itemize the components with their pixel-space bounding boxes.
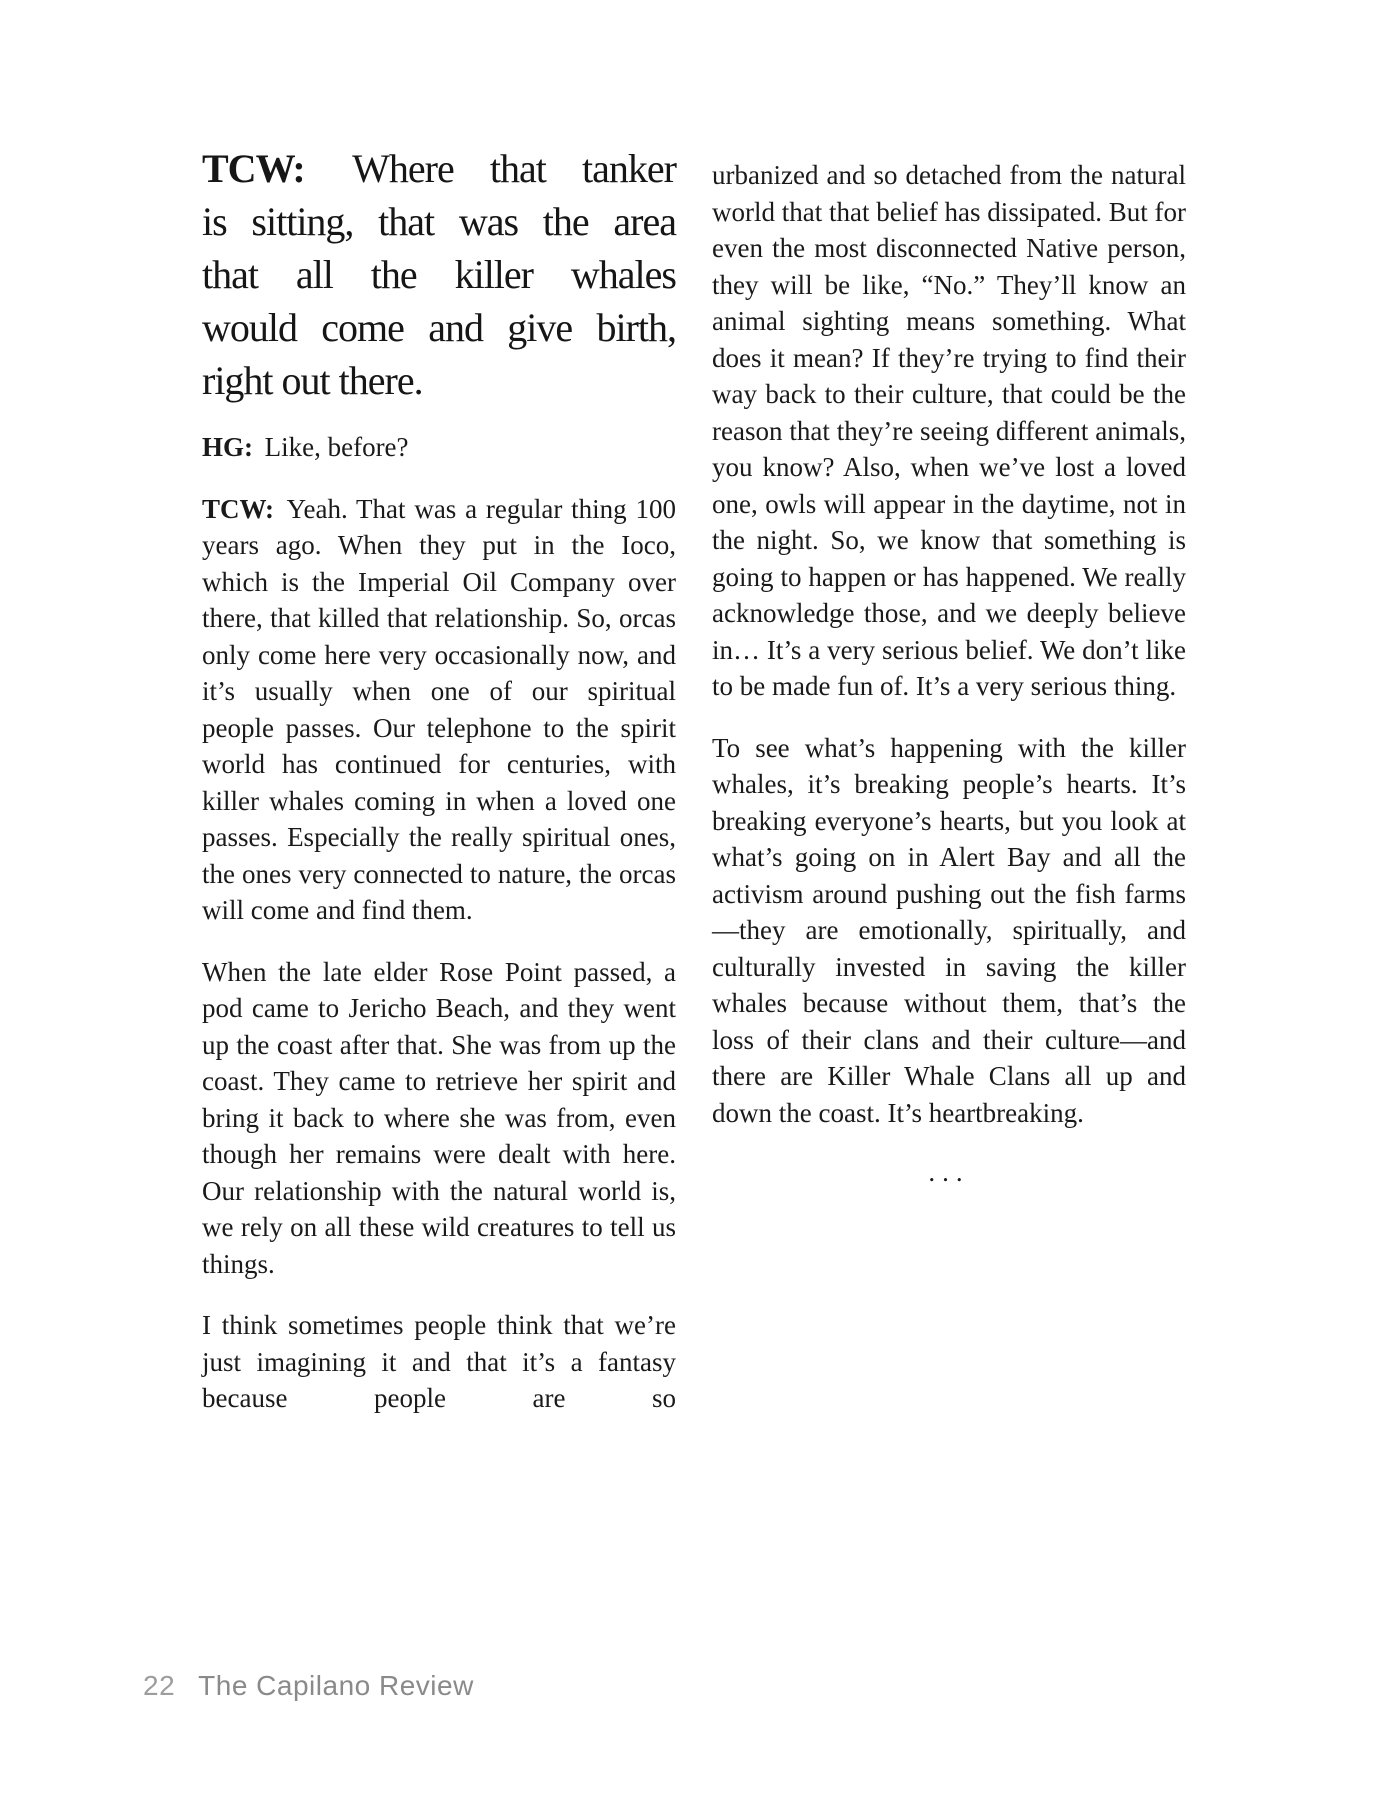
pull-quote-text: Where that tanker <box>316 146 676 191</box>
paragraph: When the late elder Rose Point passed, a pod came to Jericho Beach, and they went up the coast after that. She was from up the coast. They came to retrieve her spirit and bring it back to where she was from, even though her remains were dealt with here. Our relationship with the natural world is, we rely on all these wild creatures to tell us things. <box>202 956 676 1279</box>
article-body <box>202 142 1186 1417</box>
publication-title: The Capilano Review <box>198 1670 474 1701</box>
paragraph: urbanized and so detached from the natural world that that belief has dissipated. But for even the most disconnected Native person, they will be like, “No.” They’ll know an animal sighting means something. What does it mean? If they’re trying to find their way back to their culture, that could be the reason that they’re seeing different animals, you know? Also, when we’ve lost a loved one, owls will appear in the daytime, not in the night. So, we know that something is going to happen or has happened. We really acknowledge those, and we deeply believe in… It’s a very serious belief. We don’t like to be made fun of. It’s a very serious thing. <box>712 160 1186 701</box>
hg-question <box>202 429 676 466</box>
hg-question-text: Like, before? <box>257 432 409 462</box>
speaker-label-tcw: TCW: <box>202 146 305 191</box>
page-number: 22 <box>143 1670 176 1701</box>
right-column <box>712 142 1186 1417</box>
paragraph: I think sometimes people think that we’re just imagining it and that it’s a fantasy because people are so <box>202 1310 676 1413</box>
page-footer <box>143 1670 474 1702</box>
paragraph: To see what’s happening with the killer whales, it’s breaking people’s hearts. It’s breaking everyone’s hearts, but you look at what’s going on in Alert Bay and all the activism around pushing out the fish farms—they are emotionally, spiritually, and culturally invested in saving the killer whales because without them, that’s the loss of their clans and their culture—and there are Killer Whale Clans all up and down the coast. It’s heartbreaking. <box>712 732 1186 1128</box>
pull-quote-line: is sitting, that was the area <box>202 199 676 244</box>
pull-quote <box>202 142 676 407</box>
paragraph <box>202 491 676 929</box>
speaker-label-hg: HG: <box>202 432 253 462</box>
left-column <box>202 142 676 1417</box>
speaker-label-tcw: TCW: <box>202 493 275 524</box>
paragraph-text: Yeah. That was a regular thing 100 years ago. When they put in the Ioco, which is the Imperial Oil Company over there, that killed that relationship. So, orcas only come here very occasionally now, and it’s usually when one of our spiritual people passes. Our telephone to the spirit world has continued for centuries, with killer whales coming in when a loved one passes. Especially the really spiritual ones, the ones very connected to nature, the orcas will come and find them. <box>202 493 676 925</box>
pull-quote-line: right out there. <box>202 358 423 403</box>
pull-quote-line: that all the killer whales <box>202 252 676 297</box>
pull-quote-line: would come and give birth, <box>202 305 676 350</box>
section-break-ellipsis: ... <box>928 1157 970 1187</box>
pull-quote-line <box>202 142 676 195</box>
